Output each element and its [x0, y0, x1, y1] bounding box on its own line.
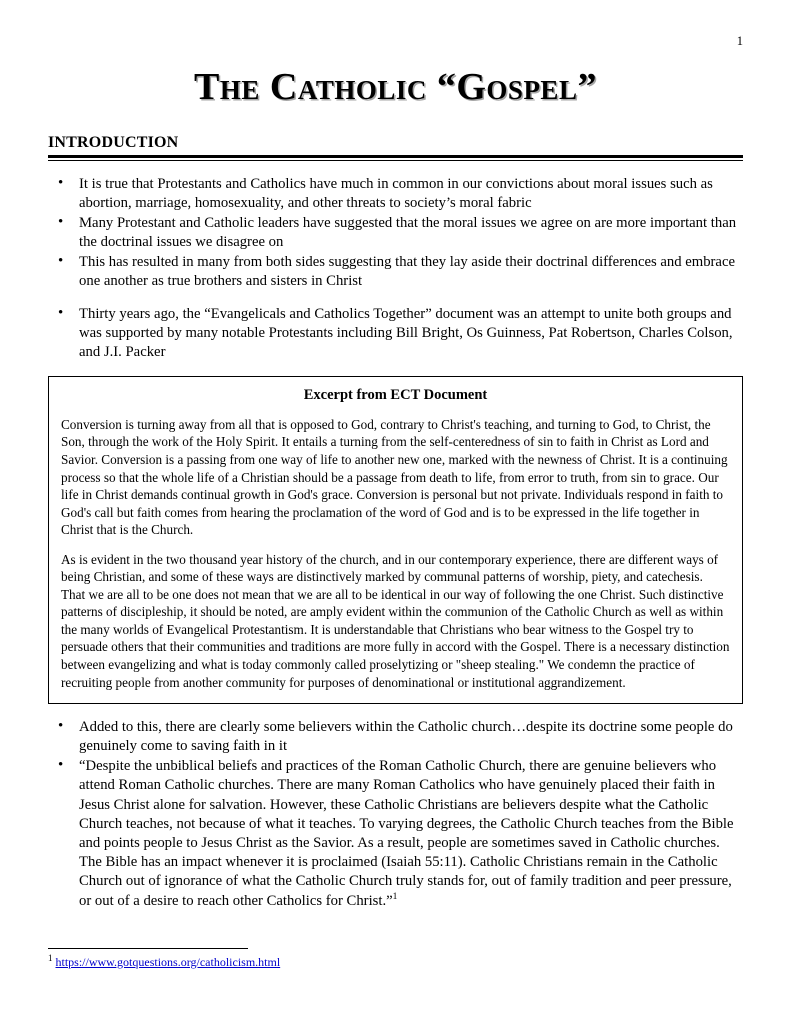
page-title: The Catholic “Gospel”: [194, 66, 597, 108]
heading-divider: [48, 155, 743, 161]
list-item: • Many Protestant and Catholic leaders have suggested that the moral issues we agree on are more important than the doctrinal issues we disagree on: [48, 214, 743, 252]
list-item-text: “Despite the unbiblical beliefs and practices of the Roman Catholic Church, there are genuine believers who attend Roman Catholic churches. There are many Roman Catholics who have genuinely placed their faith in Jesus Christ alone for salvation. However, these Catholic Christians are believers despite what the Catholic Church teaches, not because of what it teaches. To varying degrees, the Catholic Church teaches from the Bible and points people to Jesus Christ as the Savior. As a result, people are sometimes saved in Catholic churches. The Bible has an impact whenever it is proclaimed (Isaiah 55:11). Catholic Christians remain in the Catholic Church out of ignorance of what the Catholic Church truly stands for, out of family tradition and peer pressure, or out of a desire to reach other Catholics for Christ.”: [79, 758, 734, 909]
list-item: • Thirty years ago, the “Evangelicals and Catholics Together” document was an attempt to unite both groups and was supported by many notable Protestants including Bill Bright, Os Guinness, Pat Robertson, Charles Colson, and J.I. Packer: [48, 305, 743, 362]
list-item: [48, 757, 743, 911]
footnote-divider: [48, 948, 248, 949]
excerpt-paragraph: Conversion is turning away from all that is opposed to God, contrary to Christ's teaching, and turning to God, to Christ, the Son, through the work of the Holy Spirit. It entails a turning from the self-centeredness of sin to faith in Christ as Lord and Savior. Conversion is a passing from one way of life to another new one, marked with the newness of Christ. It is a continuing process so that the whole life of a Christian should be a passage from death to life, from error to truth, from sin to grace. Our life in Christ demands continual growth in God's grace. Conversion is personal but not private. Individuals respond in faith to God's call but faith comes from hearing the proclamation of the word of God and is to be expressed in the life together in Christ that is the Church.: [61, 416, 728, 538]
section-heading-introduction: INTRODUCTION: [48, 133, 179, 151]
footnote-link[interactable]: https://www.gotquestions.org/catholicism.html: [55, 954, 281, 969]
excerpt-title: Excerpt from ECT Document: [303, 386, 488, 403]
closing-bullet-list: [48, 718, 743, 911]
excerpt-box: [48, 376, 743, 704]
footnote-reference: 1: [392, 892, 398, 903]
page-number: 1: [736, 34, 743, 48]
list-item: • This has resulted in many from both sides suggesting that they lay aside their doctrinal differences and embrace one another as true brothers and sisters in Christ: [48, 253, 743, 291]
list-item: • Added to this, there are clearly some believers within the Catholic church…despite its doctrine some people do genuinely come to saving faith in it: [48, 718, 743, 756]
excerpt-paragraph: As is evident in the two thousand year history of the church, and in our contemporary experience, there are different ways of being Christian, and some of these ways are distinctively marked by communal patterns of worship, piety, and catechesis. That we are all to be one does not mean that we are all to be identical in our way of following the one Christ. Such distinctive patterns of discipleship, it should be noted, are amply evident within the communion of the Catholic Church as well as within the many worlds of Evangelical Protestantism. It is understandable that Christians who bear witness to the Gospel try to persuade others that their communities and traditions are more fully in accord with the Gospel. There is a necessary distinction between evangelizing and what is today commonly called proselytizing or "sheep stealing." We condemn the practice of recruiting people from another community for purposes of denominational or institutional aggrandizement.: [61, 551, 730, 690]
footnote: [48, 953, 743, 969]
footnote-area: [48, 934, 743, 969]
intro-bullet-list: [48, 175, 743, 362]
list-item: • It is true that Protestants and Catholics have much in common in our convictions about moral issues such as abortion, marriage, homosexuality, and other threats to society’s moral fabric: [48, 175, 743, 213]
footnote-marker: 1: [48, 952, 53, 963]
